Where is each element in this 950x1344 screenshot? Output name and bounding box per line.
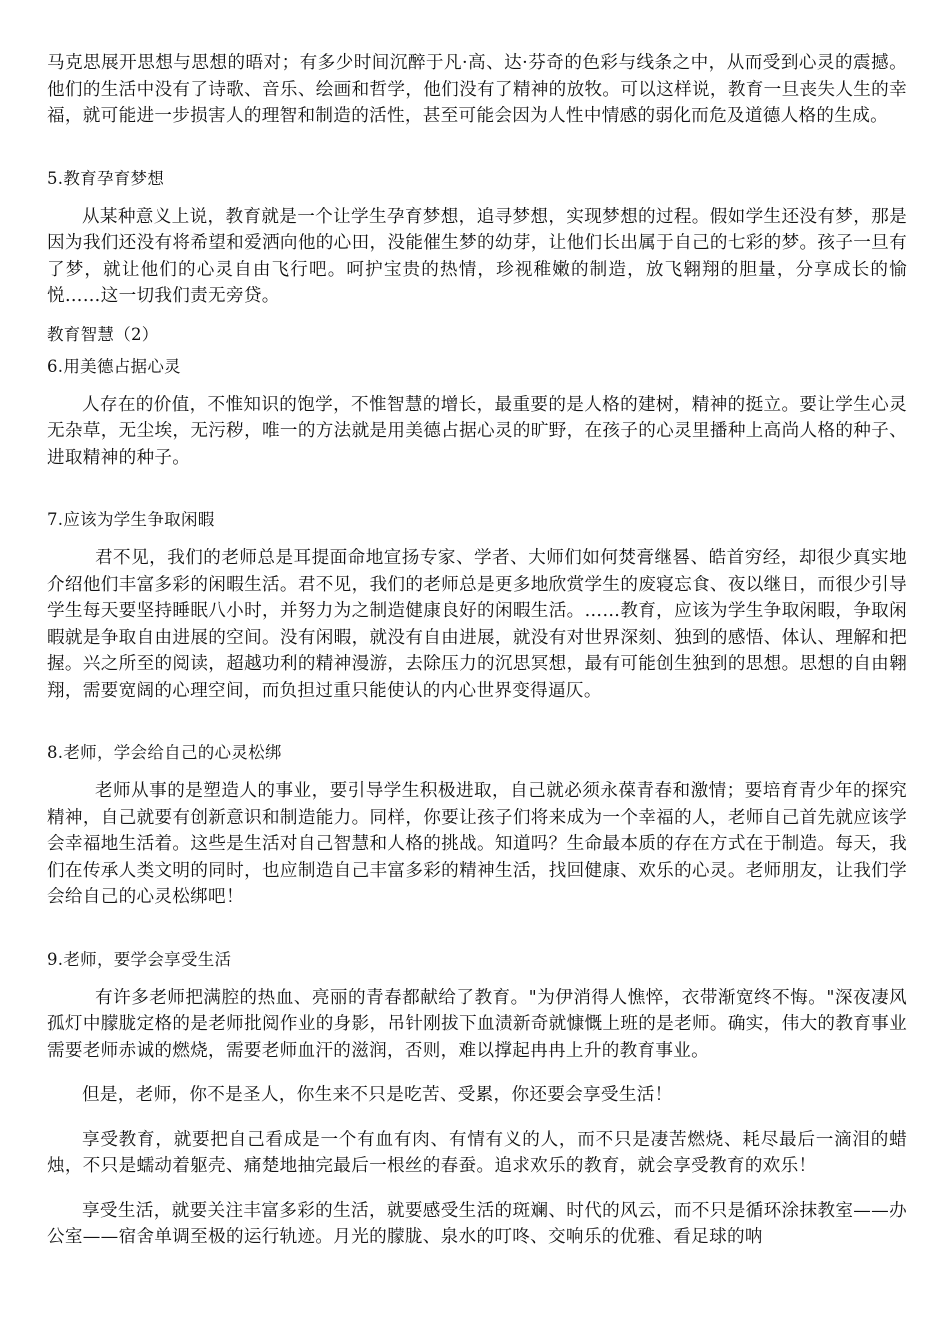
paragraph-8: 老师从事的是塑造人的事业，要引导学生积极进取，自己就必须永葆青春和激情；要培育青少年的探究精神，自己就要有创新意识和制造能力。同样，你要让孩子们将来成为一个幸福的人，老师自己首先就应该学会幸福地生活着。这些是生活对自己智慧和人格的挑战。知道吗？生命最本质的存在方式在于制造。每天，我们在传承人类文明的同时，也应制造自己丰富多彩的精神生活，找回健康、欢乐的心灵。老师朋友，让我们学会给自己的心灵松绑吧！: [47, 781, 907, 907]
paragraph-7: 君不见，我们的老师总是耳提面命地宣扬专家、学者、大师们如何焚膏继晷、皓首穷经，却很少真实地介绍他们丰富多彩的闲暇生活。君不见，我们的老师总是更多地欣赏学生的废寝忘食、夜以继日，而很少引导学生每天要坚持睡眠八小时，并努力为之制造健康良好的闲暇生活。……教育，应该为学生争取闲暇，争取闲暇就是争取自由进展的空间。没有闲暇，就没有自由进展，就没有对世界深刻、独到的感悟、体认、理解和把握。兴之所至的阅读，超越功利的精神漫游，去除压力的沉思冥想，最有可能创生独到的思想。思想的自由翱翔，需要宽阔的心理空间，而负担过重只能使认的内心世界变得逼仄。: [47, 548, 907, 701]
heading-8: 8.老师，学会给自己的心灵松绑: [47, 743, 282, 762]
paragraph-9c: 享受教育，就要把自己看成是一个有血有肉、有情有义的人，而不只是凄苦燃烧、耗尽最后一滴泪的蜡烛，不只是蠕动着躯壳、痛楚地抽完最后一根丝的春蚕。追求欢乐的教育，就会享受教育的欢乐！: [47, 1129, 907, 1176]
heading-5: 5.教育孕育梦想: [47, 168, 165, 188]
section-title: 教育智慧（2）: [47, 324, 159, 344]
paragraph-continued: 马克思展开思想与思想的晤对；有多少时间沉醉于凡·高、达·芬奇的色彩与线条之中，从而受到心灵的震撼。他们的生活中没有了诗歌、音乐、绘画和哲学，他们没有了精神的放牧。可以这样说，教育一旦丧失人生的幸福，就可能进一步损害人的理智和制造的活性，甚至可能会因为人性中情感的弱化而危及道德人格的生成。: [47, 53, 907, 126]
heading-7: 7.应该为学生争取闲暇: [47, 510, 215, 529]
paragraph-9a: 有许多老师把满腔的热血、亮丽的青春都献给了教育。"为伊消得人憔悴，衣带渐宽终不悔。"深夜凄风孤灯中朦胧定格的是老师批阅作业的身影，吊针刚拔下血渍新奇就慷慨上班的是老师。确实，伟大的教育事业需要老师赤诚的燃烧，需要老师血汗的滋润，否则，难以撑起冉冉上升的教育事业。: [47, 987, 907, 1061]
document-page: [47, 50, 907, 1251]
heading-6: 6.用美德占据心灵: [47, 356, 181, 376]
paragraph-5: 从某种意义上说，教育就是一个让学生孕育梦想，追寻梦想，实现梦想的过程。假如学生还没有梦，那是因为我们还没有将希望和爱洒向他的心田，没能催生梦的幼芽，让他们长出属于自己的七彩的梦。孩子一旦有了梦，就让他们的心灵自由飞行吧。呵护宝贵的热情，珍视稚嫩的制造，放飞翱翔的胆量，分享成长的愉悦……这一切我们责无旁贷。: [47, 206, 907, 306]
paragraph-9d: 享受生活，就要关注丰富多彩的生活，就要感受生活的斑斓、时代的风云，而不只是循环涂抹教室——办公室——宿舍单调至极的运行轨迹。月光的朦胧、泉水的叮咚、交响乐的优雅、看足球的呐: [47, 1200, 907, 1247]
paragraph-9b: 但是，老师，你不是圣人，你生来不只是吃苦、受累，你还要会享受生活！: [82, 1085, 673, 1105]
paragraph-6: 人存在的价值，不惟知识的饱学，不惟智慧的增长，最重要的是人格的建树，精神的挺立。要让学生心灵无杂草，无尘埃，无污秽，唯一的方法就是用美德占据心灵的旷野，在孩子的心灵里播种上高尚人格的种子、进取精神的种子。: [47, 394, 907, 468]
heading-9: 9.老师，要学会享受生活: [47, 949, 232, 969]
